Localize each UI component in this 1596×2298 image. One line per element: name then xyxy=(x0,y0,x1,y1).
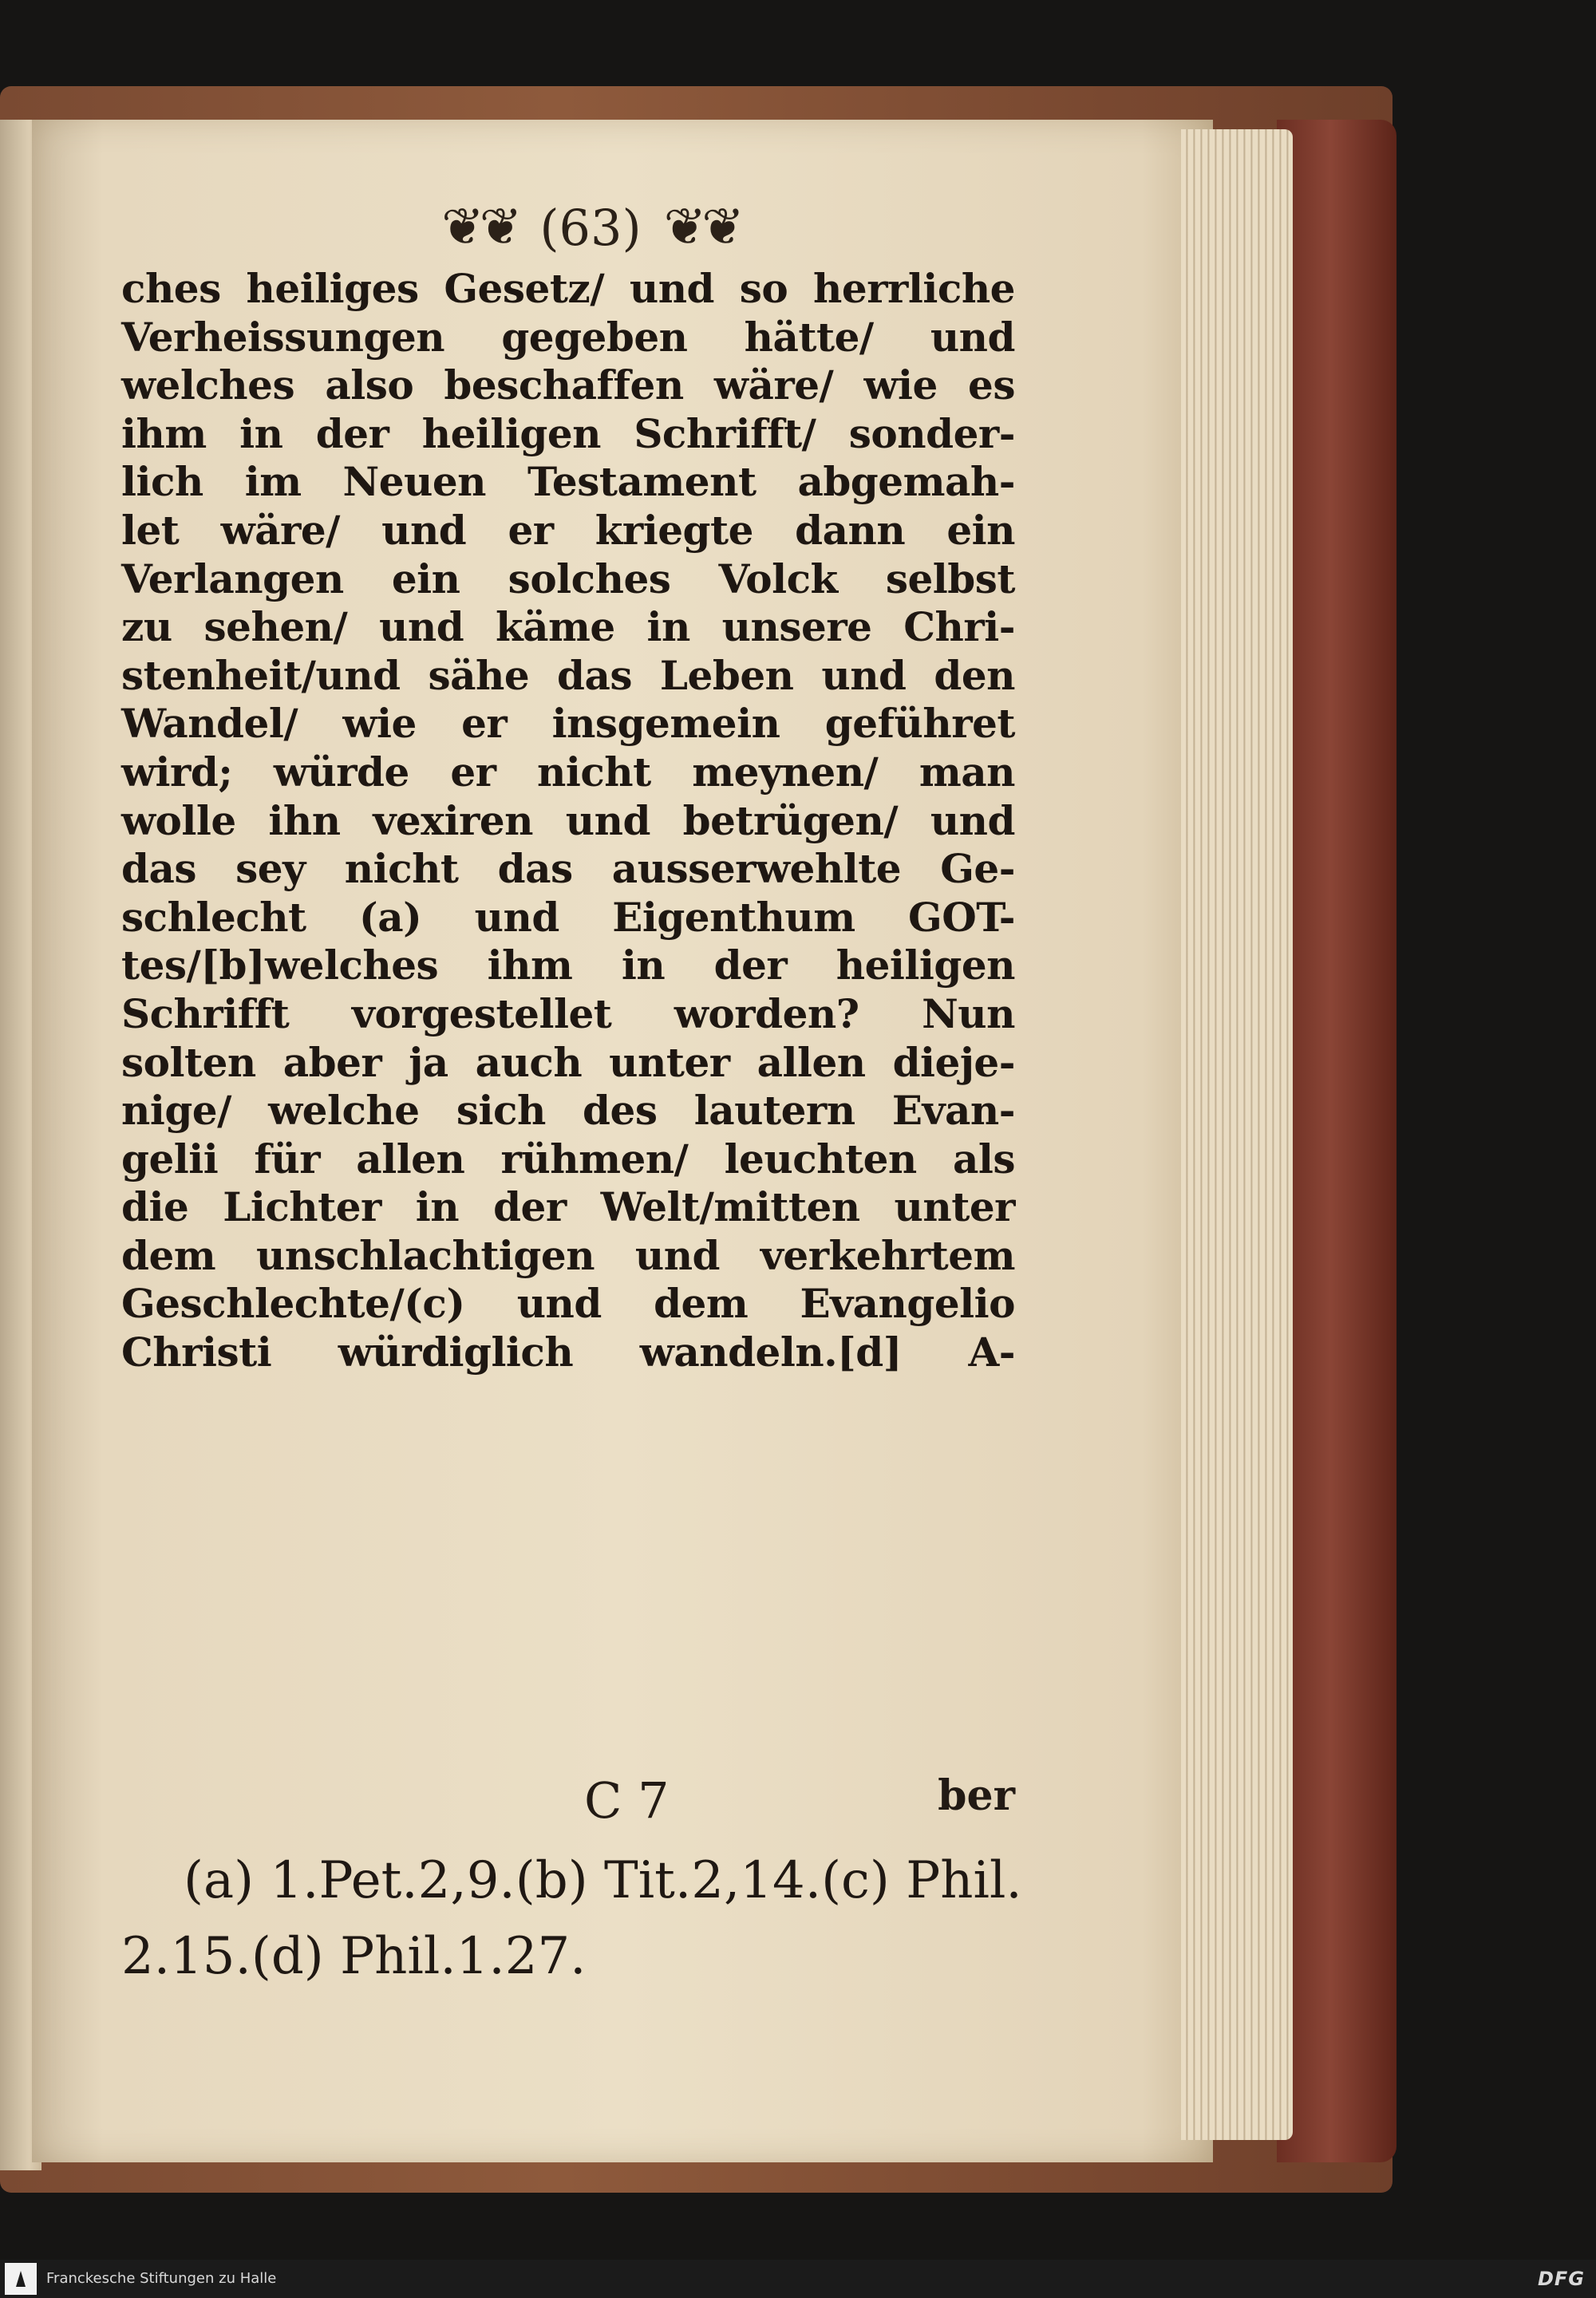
text-line: Verlangen ein solches Volck selbst xyxy=(121,555,1015,602)
signature-mark: C 7 xyxy=(584,1771,670,1830)
text-line: wird; würde er nicht meynen/ man xyxy=(121,748,1015,796)
text-line: welches also beschaffen wäre/ wie es xyxy=(121,361,1015,409)
text-line: gelii für allen rühmen/ leuchten als xyxy=(121,1135,1015,1183)
text-line: lich im Neuen Testament abgemah- xyxy=(121,458,1015,506)
text-line: Wandel/ wie er insgemein geführet xyxy=(121,700,1015,748)
text-line: tes/[b]welches ihm in der heiligen xyxy=(121,942,1015,989)
signature-row xyxy=(121,1771,1015,1835)
text-line: solten aber ja auch unter allen dieje- xyxy=(121,1038,1015,1086)
catchword: ber xyxy=(938,1771,1015,1820)
page-edges xyxy=(1181,129,1293,2140)
text-line: Schrifft vorgestellet worden? Nun xyxy=(121,989,1015,1037)
footnote-line: 2.15.(d) Phil.1.27. xyxy=(121,1927,587,1986)
text-line: stenheit/und sähe das Leben und den xyxy=(121,651,1015,699)
text-line: let wäre/ und er kriegte dann ein xyxy=(121,506,1015,554)
text-line: zu sehen/ und käme in unsere Chri- xyxy=(121,603,1015,651)
header-ornament-left-icon: ❦❦ xyxy=(441,198,518,257)
dfg-logo: DFG xyxy=(1537,2268,1585,2290)
footnotes xyxy=(121,1843,1022,1995)
text-line: die Lichter in der Welt/mitten unter xyxy=(121,1183,1015,1231)
institution-name: Franckesche Stiftungen zu Halle xyxy=(46,2270,277,2287)
text-line: Christi würdiglich wandeln.[d] A- xyxy=(121,1329,1015,1376)
body-text xyxy=(121,265,1015,1377)
text-line: schlecht (a) und Eigenthum GOT- xyxy=(121,893,1015,941)
institution-logo-icon xyxy=(5,2263,37,2295)
text-line: wolle ihn vexiren und betrügen/ und xyxy=(121,796,1015,844)
text-line: nige/ welche sich des lautern Evan- xyxy=(121,1087,1015,1135)
text-line: ihm in der heiligen Schrifft/ sonder- xyxy=(121,409,1015,457)
book-cover-edge xyxy=(1277,120,1396,2162)
text-line: ches heiliges Gesetz/ und so herrliche xyxy=(121,265,1015,312)
page-number: (63) xyxy=(539,198,642,257)
text-line: dem unschlachtigen und verkehrtem xyxy=(121,1231,1015,1279)
page-header xyxy=(383,192,798,263)
footnote-line: (a) 1.Pet.2,9.(b) Tit.2,14.(c) Phil. xyxy=(184,1851,1022,1910)
text-line: Geschlechte/(c) und dem Evangelio xyxy=(121,1280,1015,1328)
text-line: Verheissungen gegeben hätte/ und xyxy=(121,313,1015,361)
header-ornament-right-icon: ❦❦ xyxy=(663,198,740,257)
text-line: das sey nicht das ausserwehlte Ge- xyxy=(121,845,1015,893)
